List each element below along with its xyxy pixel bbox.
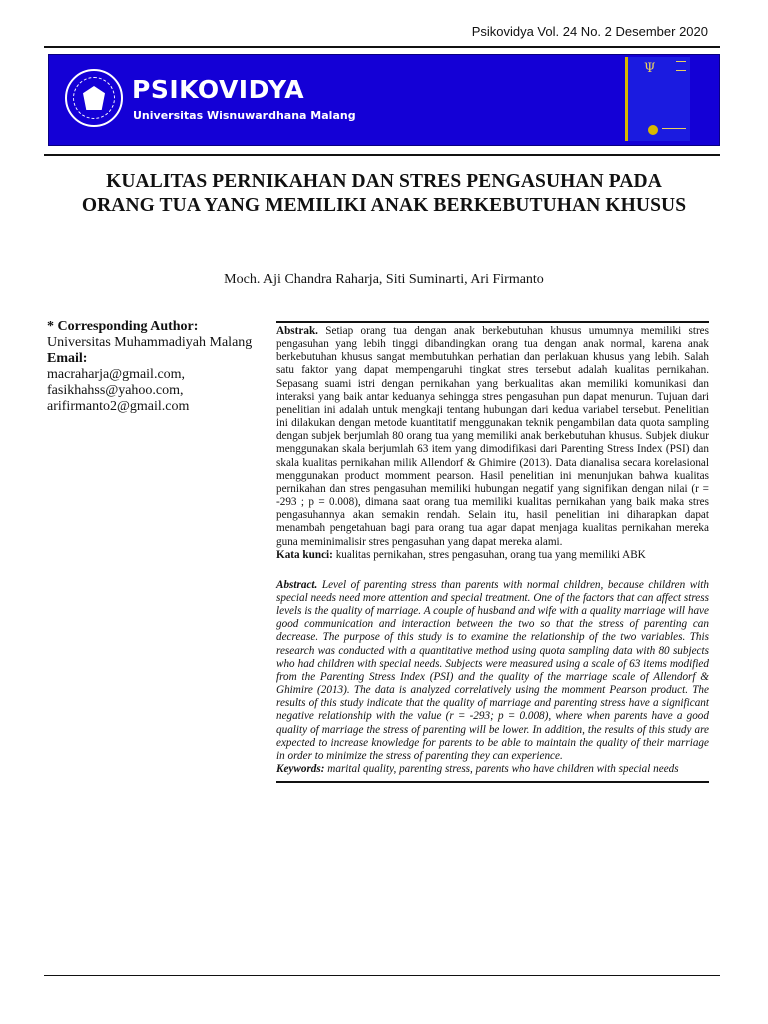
top-rule [44,46,720,48]
journal-brand-subtitle: Universitas Wisnuwardhana Malang [133,109,356,122]
abstract-bottom-rule [276,781,709,783]
journal-cover-icon: Ψ [625,57,690,141]
title-line: KUALITAS PERNIKAHAN DAN STRES PENGASUHAN PADA [106,171,662,192]
abstract-id-text: Setiap orang tua dengan anak berkebutuhan khusus umumnya memiliki stres pengasuhan yang lebih tinggi dibandingkan orang tua dengan anak normal, karena anak berkebutuhan khusus sangat membutuhkan perhatian dan perlakuan khusus yang lebih. Salah satu faktor yang dapat mempengaruhi tingkat stres tersebut adalah kualitas pernikahan. Sepasang suami istri dengan pernikahan yang berkualitas akan memiliki komunikasi dan interaksi yang baik antar keduanya sehingga stres pengasuhan pun dapat menurun. Tujuan dari penelitian ini adalah untuk mengkaji tentang hubungan dari kedua variabel tersebut. Penelitian ini dilakukan dengan metode kuantitatif menggunakan teknik pengambilan data quota sampling dengan subjek berjumlah 80 orang tua yang memiliki anak berkebutuhan khusus. Subjek diukur menggunakan skala berjumlah 63 item yang dimodifikasi dari Parenting Stress Index (PSI) dan skala kualitas pernikahan milik Allendorf & Ghimire (2013). Data dianalisa secara korelasional menggunakan product momment pearson. Hasil penelitian ini menunjukan bahwa kualitas pernikahan dan stres pengasuhan memiliki hubungan negatif yang signifikan dengan nilai (r = -293 ; p = 0.008), dimana saat orang tua memiliki kualitas pernikahan yang baik maka stres pengasuhannya akan semakin rendah. Selain itu, hasil penelitian ini diharapkan dapat menambah pengetahuan bagi para orang tua agar dapat menjaga kualitas pernikahan mereka guna meminimalisir stres pengasuhan yang dapat mereka alami. [276,325,709,548]
journal-banner [48,54,720,146]
abstract-en-label: Abstract. [276,578,318,591]
title-line: ORANG TUA YANG MEMILIKI ANAK BERKEBUTUHAN KHUSUS [81,195,687,216]
journal-brand-name: PSIKOVIDYA [132,75,305,104]
email-address[interactable]: macraharja@gmail.com, [47,367,186,382]
email-label: Email: [47,351,88,366]
email-address[interactable]: fasikhahss@yahoo.com, [47,383,184,398]
corresponding-author-label: * Corresponding Author: [47,319,199,334]
abstract-english [276,579,709,763]
author-list: Moch. Aji Chandra Raharja, Siti Suminarti, Ari Firmanto [224,272,544,287]
affiliation: Universitas Muhammadiyah Malang [47,335,253,350]
keywords-en-label: Keywords: [276,763,325,775]
keywords-en-text: marital quality, parenting stress, parents who have children with special needs [327,763,679,775]
corresponding-author-block [47,319,277,415]
keywords-id-label: Kata kunci: [276,548,333,561]
keywords-id-text: kualitas pernikahan, stres pengasuhan, orang tua yang memiliki ABK [335,548,646,561]
abstract-id-label: Abstrak. [276,325,318,337]
abstract-top-rule [276,321,709,323]
university-seal-icon [65,69,123,127]
keywords-english [276,763,709,776]
title-rule [44,154,720,156]
abstract-section [276,321,709,783]
keywords-indonesian [276,549,709,562]
footer-rule [44,975,720,976]
abstract-indonesian [276,325,709,549]
email-address[interactable]: arifirmanto2@gmail.com [47,399,190,414]
running-head: Psikovidya Vol. 24 No. 2 Desember 2020 [471,24,708,39]
paper-title [44,170,724,218]
abstract-en-text: Level of parenting stress than parents with normal children, because children with special needs need more attention and special treatment. One of the factors that can affect stress levels is the quality of marriage. A couple of husband and wife with a quality marriage will have good communication and interaction between the two so that the stress of parenting can decrease. The purpose of this study is to examine the relationship of the two variables. This research was conducted with a quantitative method using quota sampling data with 80 subjects who had children with special needs. Subjects were measured using a scale of 63 items modified from the Parenting Stress Index (PSI) and the quality of the marriage scale of Allendorf & Ghimire (2013). The data is analyzed correlatively using the momment Pearson product. The results of this study indicate that the quality of marriage and parenting stress have a significant negative relationship with the value (r = -293; p = 0.008), where when parents have a good quality of marriage the stress of parenting will be lower. In addition, the results of this study are expected to increase knowledge for parents to be able to maintain the quality of their marriage in order to minimize the stress of parenting they can experience. [276,578,710,762]
